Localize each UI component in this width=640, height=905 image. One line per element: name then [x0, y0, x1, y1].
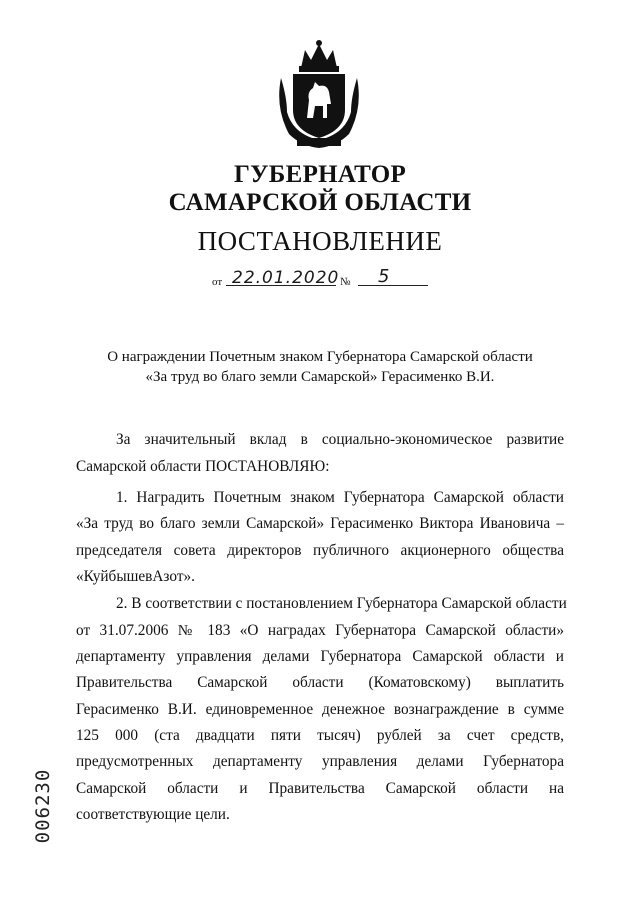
document-type: ПОСТАНОВЛЕНИЕ: [197, 226, 443, 256]
issuer-title-line2: САМАРСКОЙ ОБЛАСТИ: [168, 189, 472, 216]
body-line: Самарской области и Правительства Самарской области на: [76, 780, 564, 797]
body-line: 125 000 (ста двадцати пяти тысяч) рублей за счет средств,: [76, 727, 564, 744]
body-line: 2. В соответствии с постановлением Губернатора Самарской области: [116, 595, 567, 612]
subject-line-2: «За труд во благо земли Самарской» Герасименко В.И.: [145, 369, 495, 385]
body-line: За значительный вклад в социально-экономическое развитие: [116, 431, 564, 448]
body-line: Самарской области ПОСТАНОВЛЯЮ:: [76, 458, 330, 475]
body-line: «За труд во благо земли Самарской» Герасименко Виктора Ивановича –: [76, 515, 564, 532]
body-line: «КуйбышевАзот».: [76, 568, 195, 585]
body-line: соответствующие цели.: [76, 806, 230, 823]
number-label: №: [340, 276, 351, 288]
body-line: от 31.07.2006 № 183 «О наградах Губернатора Самарской области»: [76, 622, 564, 639]
issuer-title-line1: ГУБЕРНАТОР: [233, 161, 407, 188]
margin-stamp-number: 006230: [32, 768, 54, 844]
body-line: председателя совета директоров публичного акционерного общества: [76, 542, 564, 559]
handwritten-number: 5: [378, 266, 391, 287]
body-line: 1. Наградить Почетным знаком Губернатора Самарской области: [116, 489, 564, 506]
body-line: Герасименко В.И. единовременное денежное вознаграждение в сумме: [76, 701, 564, 718]
body-line: департаменту управления делами Губернатора Самарской области и: [76, 648, 564, 665]
margin-stamp: [28, 765, 58, 855]
body-line: предусмотренных департаменту управления делами Губернатора: [76, 753, 564, 770]
date-number-line: [212, 266, 442, 294]
date-label: от: [212, 276, 223, 288]
coat-of-arms-emblem: [271, 38, 367, 150]
body-line: Правительства Самарской области (Коматовскому) выплатить: [76, 674, 564, 691]
handwritten-date: 22.01.2020: [232, 268, 340, 288]
subject-line-1: О награждении Почетным знаком Губернатора Самарской области: [107, 349, 533, 365]
number-underline: [358, 284, 428, 286]
